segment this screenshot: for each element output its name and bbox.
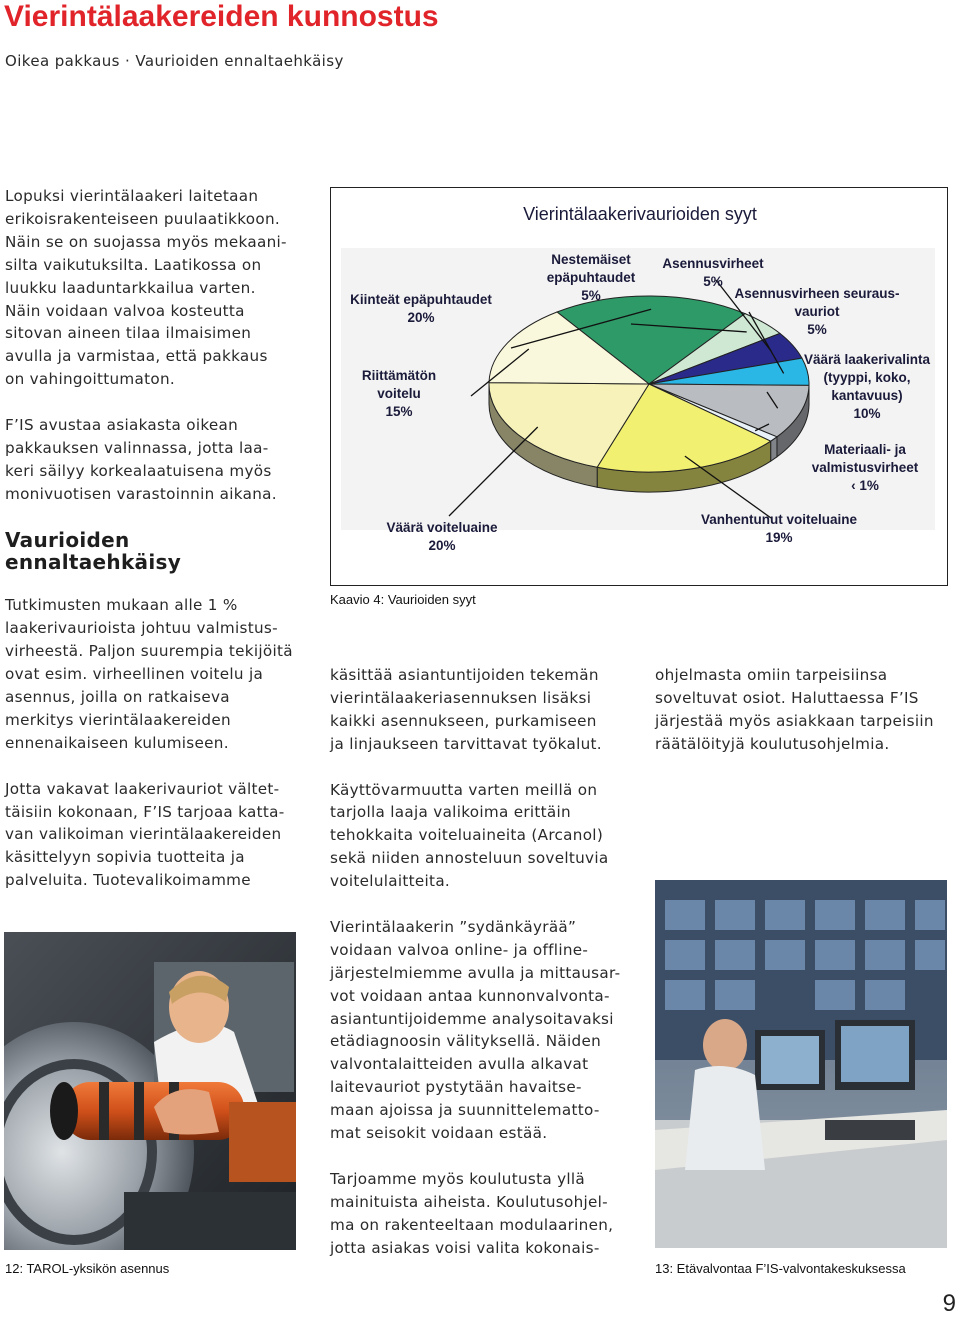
pie-label-line: (tyyppi, koko,	[823, 370, 911, 385]
pie-label-line: Vanhentunut voiteluaine	[700, 512, 858, 527]
paragraph: käsittää asiantuntijoiden tekemän vierintälaakeriasennuksen lisäksi kaikki asennukseen, purkamiseen ja linjaukseen tarvittavat työkalut.	[330, 666, 602, 753]
paragraph: Lopuksi vierintälaakeri laitetaan erikoisrakenteiseen puulaatikkoon. Näin se on suojassa myös mekaani- silta vaikutuksilta. Laatikossa on luukku laaduntarkkailua varten. Näin voidaan valvoa kosteutta sitovan aineen tilaa ilmaisimen avulla ja varmistaa, että pakkaus on vahingoittumaton.	[5, 187, 287, 389]
pie-label-line: 5%	[581, 288, 601, 303]
photo-caption-left: 12: TAROL-yksikön asennus	[5, 1261, 170, 1276]
pie-label-line: Asennusvirheet	[662, 256, 764, 271]
pie-label-line: 5%	[807, 322, 827, 337]
pie-label-line: 20%	[407, 310, 435, 325]
pie-chart	[330, 187, 948, 586]
pie-label-line: kantavuus)	[831, 388, 903, 403]
chart-title: Vierintälaakerivaurioiden syyt	[523, 204, 757, 224]
pie-label-line: Väärä voiteluaine	[386, 520, 498, 535]
page-title: Vierintälaakereiden kunnostus	[4, 0, 439, 33]
page-subtitle: Oikea pakkaus · Vaurioiden ennaltaehkäisy	[5, 52, 344, 70]
column-2	[330, 664, 640, 1260]
pie-label-line: 5%	[703, 274, 723, 289]
pie-label-line: Nestemäiset	[551, 252, 631, 267]
paragraph: F’IS avustaa asiakasta oikean pakkauksen valinnassa, jotta laa- keri säilyy korkealaatuisena myös monivuotisen varastoinnin aikana.	[5, 416, 277, 503]
pie-label-line: ‹ 1%	[851, 478, 879, 493]
pie-label-line: 10%	[853, 406, 881, 421]
paragraph: Vierintälaakerin ”sydänkäyrää” voidaan valvoa online- ja offline- järjestelmiemme avulla ja mittausar- vot voidaan antaa kunnonvalvonta- asiantuntijoidemme analysoitavaksi etädiagnoosin välityksellä. Näiden valvontalaitteiden avulla alkavat laitevauriot pystytään havaitse- maan ajoissa ja suunnittelematto- mat seisokit voidaan estää.	[330, 917, 621, 1143]
page-number: 9	[942, 1290, 956, 1317]
paragraph: Jotta vakavat laakerivauriot vältet- täisiin kokonaan, F’IS tarjoaa katta- van valikoiman vierintälaakereiden käsittelyyn sopivia tuotteita ja palveluita. Tuotevalikoimamme	[5, 779, 285, 890]
pie-label	[386, 520, 498, 553]
pie-chart-svg	[331, 188, 949, 587]
section-heading: Vaurioiden ennaltaehkäisy	[5, 527, 182, 575]
pie-label-line: valmistusvirheet	[811, 460, 919, 475]
pie-label-line: Riittämätön	[361, 368, 437, 383]
pie-label-line: 19%	[765, 530, 793, 545]
pie-label-line: voitelu	[377, 386, 421, 401]
photo-tarol-installation	[4, 932, 296, 1250]
photo-illustration	[655, 880, 947, 1248]
paragraph: Tarjoamme myös koulutusta yllä mainituista aiheista. Koulutusohjel- ma on rakenteeltaan modulaarinen, jotta asiakas voisi valita kokonais-	[330, 1169, 614, 1257]
pie-label-line: Materiaali- ja	[824, 442, 906, 457]
paragraph: Käyttövarmuutta varten meillä on tarjolla laaja valikoima erittäin tehokkaita voiteluaineita (Arcanol) sekä niiden annosteluun soveltuvia voitelulaitteita.	[330, 780, 609, 891]
photo-caption-right: 13: Etävalvontaa F’IS-valvontakeskuksessa	[655, 1261, 906, 1276]
paragraph: Tutkimusten mukaan alle 1 % laakerivaurioista johtuu valmistus- virheestä. Paljon suurempia tekijöitä ovat esim. virheellinen voitelu ja asennus, joilla on ratkaiseva merkitys vierintälaakereiden ennenaikaiseen kulumiseen.	[5, 596, 293, 752]
pie-label-line: Asennusvirheen seuraus-	[734, 286, 900, 301]
photo-remote-monitoring	[655, 880, 947, 1248]
pie-label-line: Väärä laakerivalinta	[803, 352, 931, 367]
chart-caption: Kaavio 4: Vaurioiden syyt	[330, 592, 476, 607]
column-1	[5, 185, 310, 892]
column-3	[655, 664, 955, 756]
pie-label-line: Kiinteät epäpuhtaudet	[350, 292, 492, 307]
pie-label-line: vauriot	[794, 304, 840, 319]
pie-label-line: 20%	[428, 538, 456, 553]
pie-label-line: 15%	[385, 404, 413, 419]
photo-illustration	[4, 932, 296, 1250]
pie-label-line: epäpuhtaudet	[546, 270, 636, 285]
paragraph: ohjelmasta omiin tarpeisiinsa soveltuvat osiot. Haluttaessa F’IS järjestää myös asiakkaan tarpeisiin räätälöityjä koulutusohjelmia.	[655, 666, 934, 753]
